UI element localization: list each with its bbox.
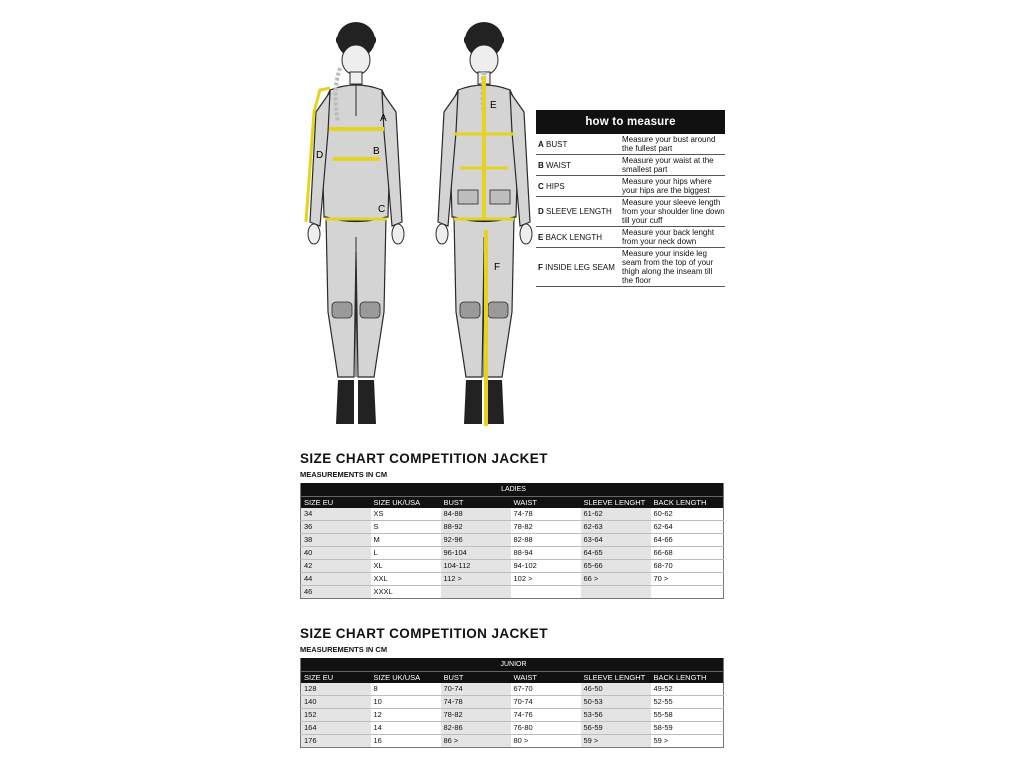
table-cell: 8: [371, 683, 441, 696]
label-f: F: [494, 262, 501, 273]
junior-size-table: [300, 658, 724, 748]
table-cell: 58-59: [651, 722, 724, 735]
measure-label: [536, 159, 620, 172]
table-cell: 84-88: [441, 508, 511, 521]
table-cell: 59 >: [581, 735, 651, 748]
table-cell: 44: [301, 573, 371, 586]
table-cell: [441, 586, 511, 599]
table-cell: 64-65: [581, 547, 651, 560]
column-header: SIZE UK/USA: [371, 672, 441, 684]
measure-description: Measure your waist at the smallest part: [622, 156, 714, 174]
junior-column-headers: [301, 672, 724, 684]
measure-description: Measure your back lenght from your neck down: [622, 228, 715, 246]
column-header: SLEEVE LENGHT: [581, 672, 651, 684]
how-to-measure-title: how to measure: [536, 110, 725, 134]
table-cell: XXXL: [371, 586, 441, 599]
table-cell: 53-56: [581, 709, 651, 722]
table-cell: 66-68: [651, 547, 724, 560]
table-cell: 112 >: [441, 573, 511, 586]
table-row: [301, 683, 724, 696]
table-cell: 74-78: [441, 696, 511, 709]
table-cell: XXL: [371, 573, 441, 586]
table-cell: 16: [371, 735, 441, 748]
table-cell: 10: [371, 696, 441, 709]
table-row: [301, 573, 724, 586]
table-row: [301, 508, 724, 521]
column-header: SIZE UK/USA: [371, 497, 441, 509]
table-cell: L: [371, 547, 441, 560]
table-row: [301, 560, 724, 573]
table-cell: 56-59: [581, 722, 651, 735]
table-cell: 63-64: [581, 534, 651, 547]
table-cell: 88-92: [441, 521, 511, 534]
label-b: B: [373, 146, 380, 157]
table-row: [301, 534, 724, 547]
table-cell: 38: [301, 534, 371, 547]
table-cell: [511, 586, 581, 599]
table-cell: 42: [301, 560, 371, 573]
table-cell: 40: [301, 547, 371, 560]
table-cell: 152: [301, 709, 371, 722]
table-row: [301, 547, 724, 560]
table-cell: XL: [371, 560, 441, 573]
junior-table-body: [301, 683, 724, 748]
how-to-measure-row: [536, 155, 725, 176]
measure-description: Measure your sleeve length from your shoulder line down till your cuff: [622, 198, 725, 225]
ladies-group-header: LADIES: [301, 483, 724, 497]
measure-name: HIPS: [546, 181, 565, 191]
table-cell: 67-70: [511, 683, 581, 696]
table-cell: 65-66: [581, 560, 651, 573]
ladies-table-body: [301, 508, 724, 599]
table-cell: [651, 586, 724, 599]
table-cell: 70-74: [441, 683, 511, 696]
table-cell: 70-74: [511, 696, 581, 709]
table-row: [301, 586, 724, 599]
column-header: BACK LENGTH: [651, 672, 724, 684]
table-cell: 102 >: [511, 573, 581, 586]
table-cell: 80 >: [511, 735, 581, 748]
table-cell: 62-63: [581, 521, 651, 534]
measure-label: [536, 138, 620, 151]
table-cell: 92-96: [441, 534, 511, 547]
measure-label: [536, 231, 620, 244]
ladies-chart-subtitle: MEASUREMENTS IN CM: [300, 470, 388, 479]
how-to-measure-row: [536, 227, 725, 248]
measure-letter: B: [538, 160, 544, 170]
back-figure: [436, 22, 532, 426]
column-header: SLEEVE LENGHT: [581, 497, 651, 509]
how-to-measure-row: [536, 197, 725, 227]
table-row: [301, 735, 724, 748]
how-to-measure-rows: [536, 134, 725, 287]
table-cell: 34: [301, 508, 371, 521]
table-cell: 74-78: [511, 508, 581, 521]
junior-chart-title: SIZE CHART COMPETITION JACKET: [300, 626, 548, 641]
junior-group-header: JUNIOR: [301, 658, 724, 672]
table-cell: 46: [301, 586, 371, 599]
table-cell: XS: [371, 508, 441, 521]
how-to-measure-panel: [536, 110, 725, 287]
measure-name: SLEEVE LENGTH: [546, 207, 612, 216]
measure-description: Measure your bust around the fullest part: [622, 135, 716, 153]
table-cell: 74-76: [511, 709, 581, 722]
table-cell: 66 >: [581, 573, 651, 586]
measure-letter: D: [538, 207, 544, 216]
table-cell: 96-104: [441, 547, 511, 560]
ladies-chart-title: SIZE CHART COMPETITION JACKET: [300, 451, 548, 466]
table-cell: 140: [301, 696, 371, 709]
ladies-size-table: [300, 483, 724, 599]
table-cell: 55-58: [651, 709, 724, 722]
table-cell: 46-50: [581, 683, 651, 696]
table-cell: 68-70: [651, 560, 724, 573]
measure-label: [536, 205, 620, 218]
table-cell: 52-55: [651, 696, 724, 709]
measure-letter: C: [538, 181, 544, 191]
junior-chart-subtitle: MEASUREMENTS IN CM: [300, 645, 388, 654]
table-cell: 78-82: [441, 709, 511, 722]
table-cell: 62-64: [651, 521, 724, 534]
table-cell: 59 >: [651, 735, 724, 748]
table-row: [301, 521, 724, 534]
table-cell: 82-88: [511, 534, 581, 547]
table-row: [301, 709, 724, 722]
table-cell: 104-112: [441, 560, 511, 573]
table-cell: 82-86: [441, 722, 511, 735]
how-to-measure-row: [536, 248, 725, 287]
table-cell: 164: [301, 722, 371, 735]
table-cell: 64-66: [651, 534, 724, 547]
label-d: D: [316, 150, 324, 161]
measure-name: BUST: [546, 139, 568, 149]
table-cell: 128: [301, 683, 371, 696]
measure-label: [536, 261, 620, 274]
measure-label: [536, 180, 620, 193]
front-figure: [306, 22, 404, 424]
table-cell: [581, 586, 651, 599]
measure-letter: F: [538, 262, 543, 272]
table-cell: 70 >: [651, 573, 724, 586]
measure-letter: E: [538, 232, 544, 242]
measurement-figures: [296, 12, 536, 432]
column-header: SIZE EU: [301, 672, 371, 684]
table-row: [301, 722, 724, 735]
ladies-column-headers: [301, 497, 724, 509]
measure-description: Measure your hips where your hips are the biggest: [622, 177, 712, 195]
label-e: E: [490, 100, 497, 111]
column-header: BACK LENGTH: [651, 497, 724, 509]
table-row: [301, 696, 724, 709]
table-cell: 61-62: [581, 508, 651, 521]
measure-name: BACK LENGTH: [545, 232, 603, 242]
measure-description: Measure your inside leg seam from the top of your thigh along the inseam till the floor: [622, 249, 714, 285]
column-header: BUST: [441, 497, 511, 509]
measure-name: WAIST: [546, 160, 572, 170]
table-cell: 49-52: [651, 683, 724, 696]
column-header: WAIST: [511, 497, 581, 509]
table-cell: 50-53: [581, 696, 651, 709]
table-cell: M: [371, 534, 441, 547]
label-a: A: [380, 113, 387, 124]
table-cell: 14: [371, 722, 441, 735]
table-cell: 60-62: [651, 508, 724, 521]
column-header: BUST: [441, 672, 511, 684]
table-cell: S: [371, 521, 441, 534]
column-header: WAIST: [511, 672, 581, 684]
table-cell: 78-82: [511, 521, 581, 534]
column-header: SIZE EU: [301, 497, 371, 509]
label-c: C: [378, 204, 386, 215]
how-to-measure-row: [536, 134, 725, 155]
measure-letter: A: [538, 139, 544, 149]
table-cell: 86 >: [441, 735, 511, 748]
table-cell: 94-102: [511, 560, 581, 573]
table-cell: 176: [301, 735, 371, 748]
table-cell: 12: [371, 709, 441, 722]
table-cell: 76-80: [511, 722, 581, 735]
table-cell: 88-94: [511, 547, 581, 560]
table-cell: 36: [301, 521, 371, 534]
how-to-measure-row: [536, 176, 725, 197]
measure-name: INSIDE LEG SEAM: [545, 262, 615, 272]
